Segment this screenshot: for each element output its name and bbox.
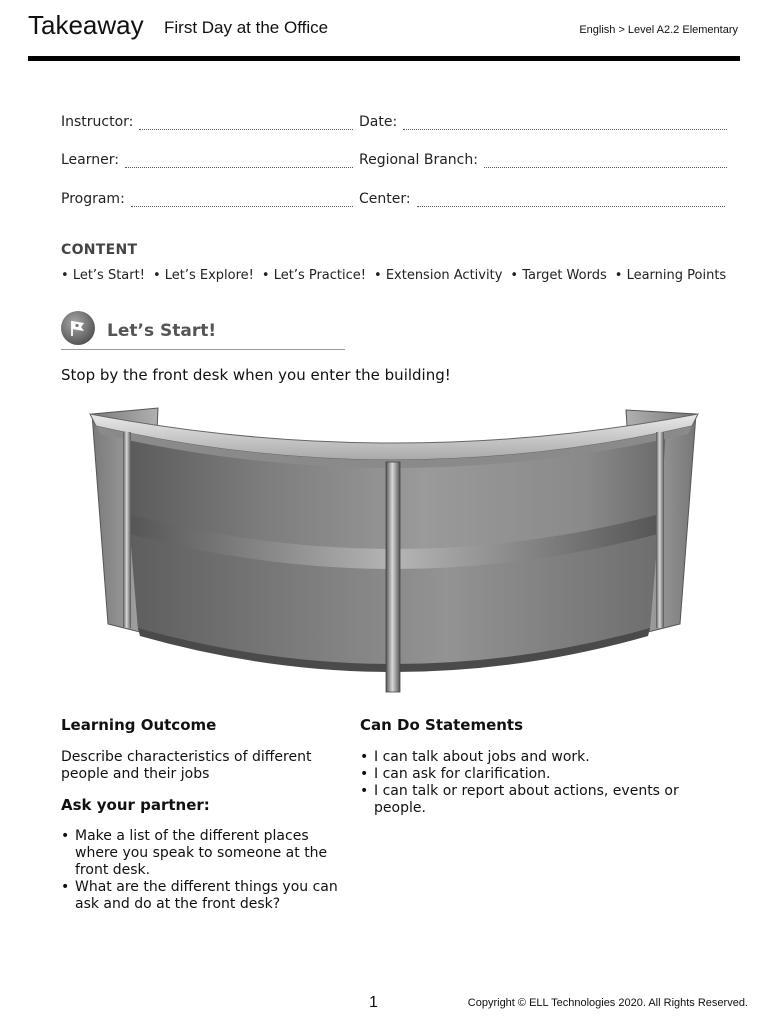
- content-item: • Target Words: [510, 268, 606, 283]
- can-do-list: [360, 749, 710, 817]
- lets-start-header: [61, 311, 345, 350]
- copyright-notice: Copyright © ELL Technologies 2020. All Rights Reserved.: [467, 997, 748, 1009]
- learning-outcome-heading: Learning Outcome: [61, 716, 217, 734]
- program-field[interactable]: [61, 191, 353, 207]
- content-heading: CONTENT: [61, 242, 138, 258]
- content-item: • Let’s Explore!: [153, 268, 254, 283]
- course-level: English > Level A2.2 Elementary: [579, 24, 738, 36]
- regional-branch-line[interactable]: [484, 155, 727, 168]
- instructor-label: Instructor:: [61, 114, 134, 130]
- list-item: • I can ask for clarification.: [360, 766, 710, 783]
- list-item: • What are the different things you can ask and do at the front desk?: [61, 879, 351, 913]
- date-line[interactable]: [403, 117, 727, 130]
- date-label: Date:: [359, 114, 398, 130]
- learner-line[interactable]: [125, 155, 353, 168]
- content-list: [61, 268, 734, 283]
- learner-label: Learner:: [61, 152, 119, 168]
- center-field[interactable]: [359, 191, 725, 207]
- doc-subtitle: First Day at the Office: [164, 18, 329, 37]
- intro-text: Stop by the front desk when you enter the building!: [61, 366, 451, 384]
- center-label: Center:: [359, 191, 411, 207]
- instructor-field[interactable]: [61, 114, 353, 130]
- front-desk-illustration: [88, 402, 700, 698]
- list-item: • Make a list of the different places where you speak to someone at the front desk.: [61, 828, 351, 879]
- program-label: Program:: [61, 191, 125, 207]
- center-line[interactable]: [417, 194, 725, 207]
- content-item: • Learning Points: [615, 268, 726, 283]
- list-item: • I can talk or report about actions, events or people.: [360, 783, 710, 817]
- can-do-heading: Can Do Statements: [360, 716, 524, 734]
- program-line[interactable]: [131, 194, 353, 207]
- instructor-line[interactable]: [139, 117, 353, 130]
- regional-branch-label: Regional Branch:: [359, 152, 478, 168]
- page-header: [28, 0, 740, 61]
- regional-branch-field[interactable]: [359, 152, 727, 168]
- content-item: • Let’s Practice!: [262, 268, 366, 283]
- ask-partner-list: [61, 828, 351, 913]
- learning-outcome-text: Describe characteristics of different people and their jobs: [61, 749, 312, 782]
- list-item: • I can talk about jobs and work.: [360, 749, 710, 766]
- section-title: Let’s Start!: [107, 321, 217, 341]
- flag-icon: [61, 311, 95, 345]
- ask-partner-heading: Ask your partner:: [61, 796, 210, 814]
- content-item: • Let’s Start!: [61, 268, 145, 283]
- date-field[interactable]: [359, 114, 727, 130]
- page-number: 1: [369, 994, 378, 1011]
- content-item: • Extension Activity: [374, 268, 502, 283]
- learner-field[interactable]: [61, 152, 353, 168]
- doc-title: Takeaway: [28, 10, 144, 40]
